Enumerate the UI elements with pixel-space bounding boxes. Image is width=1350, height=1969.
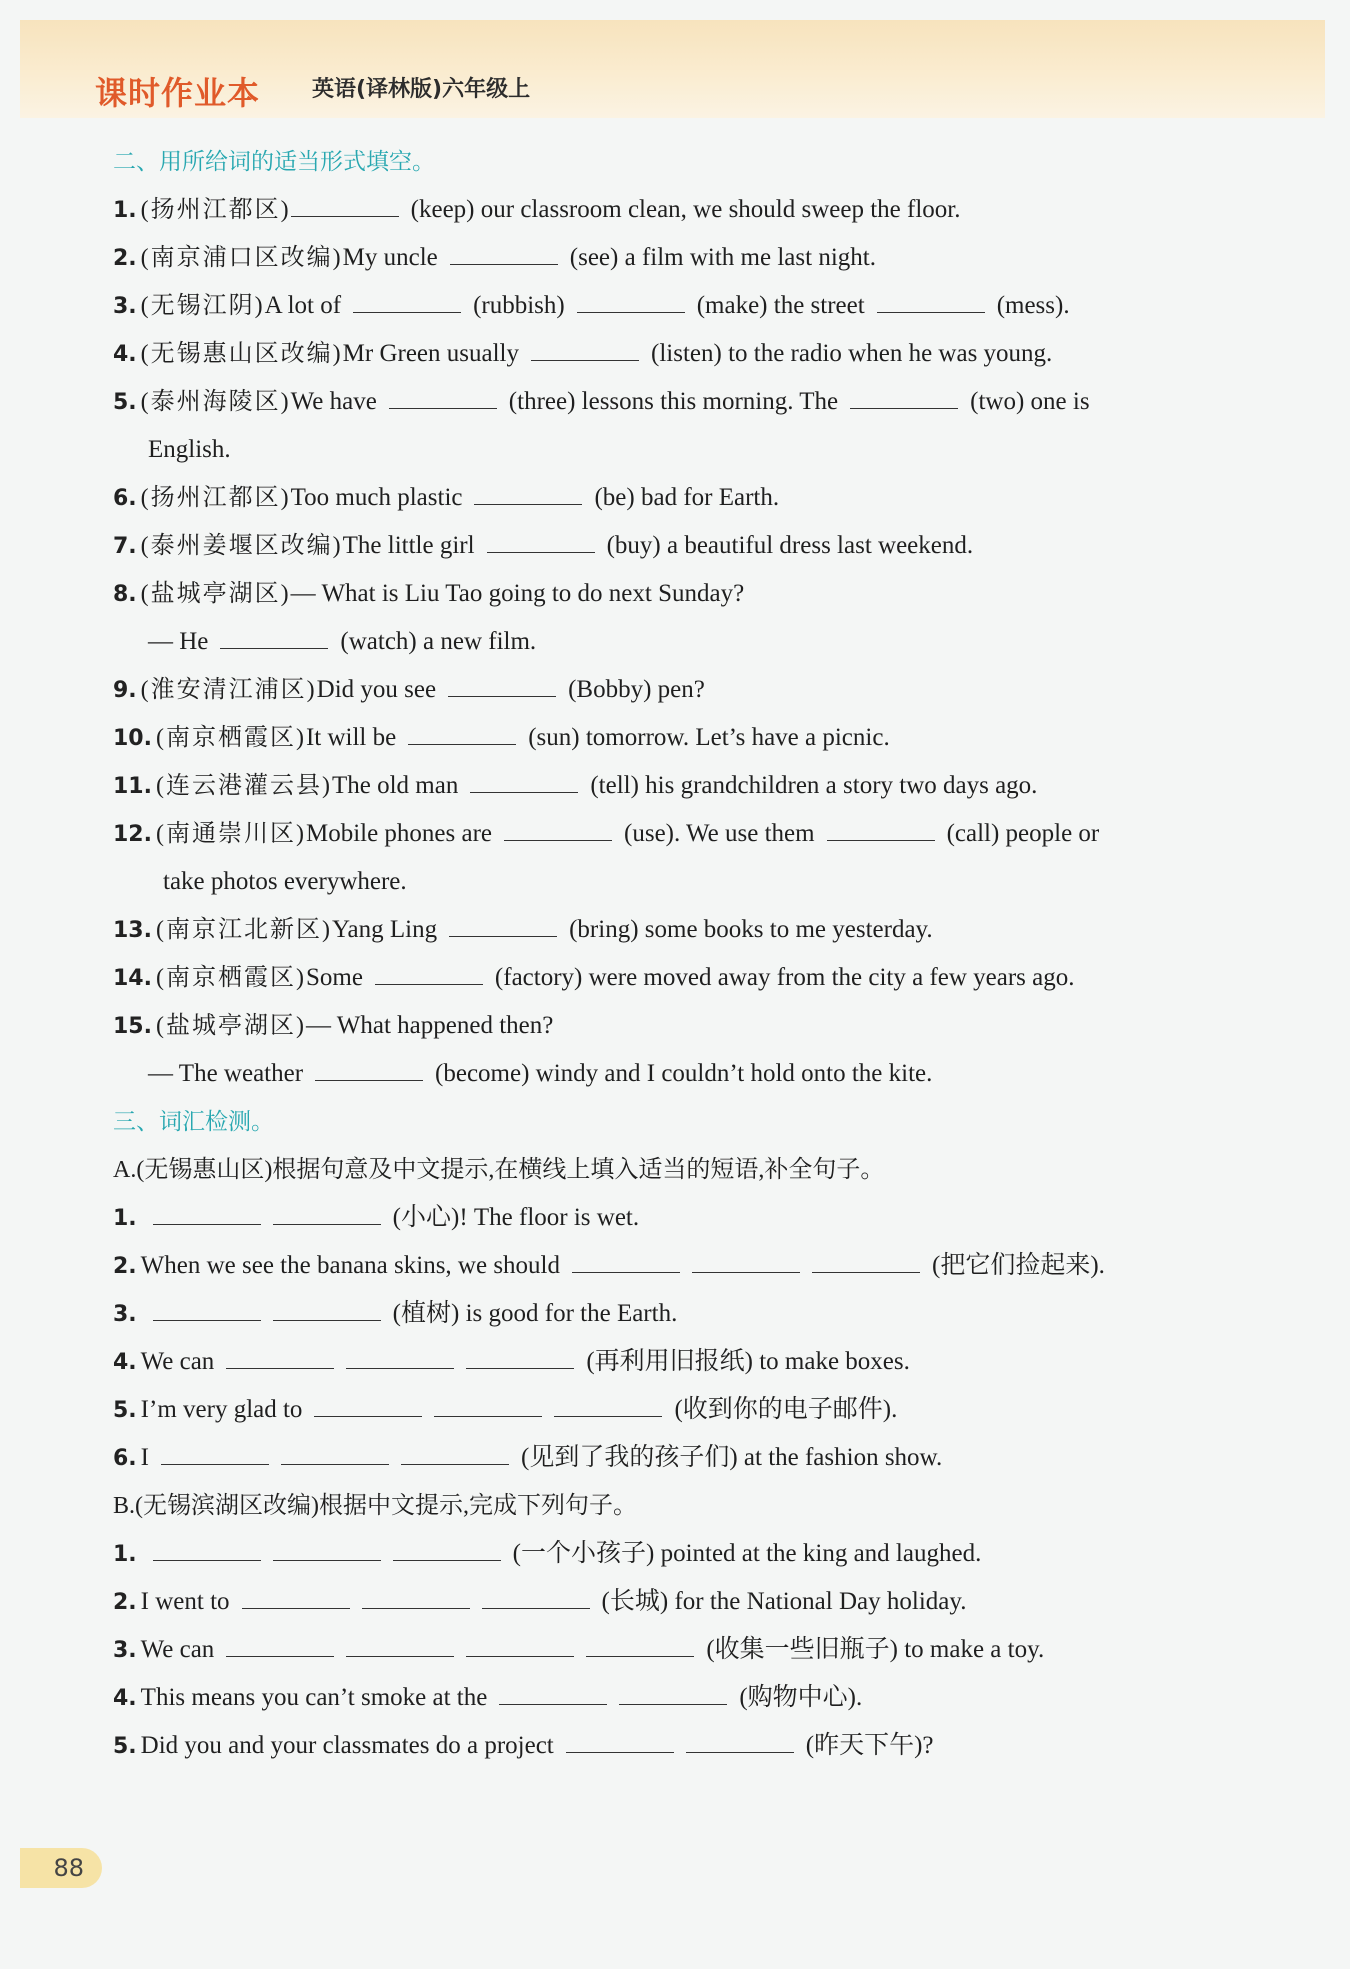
question-number: 14. (113, 966, 152, 991)
answer-blank[interactable] (315, 1060, 423, 1081)
question-number: 5. (113, 390, 137, 415)
question-text: Mr Green usually (342, 340, 519, 367)
question-text: English. (148, 436, 231, 463)
question-12-continued (113, 858, 1278, 906)
question-number: 3. (113, 1638, 137, 1663)
part-a-question-6 (113, 1434, 1278, 1482)
part-a-heading (113, 1146, 1278, 1194)
answer-blank[interactable] (389, 388, 497, 409)
question-text: (three) lessons this morning. The (508, 388, 839, 415)
question-8-continued (113, 618, 1278, 666)
header-subtitle: 英语(译林版)六年级上 (312, 77, 531, 102)
question-number: 15. (113, 1014, 152, 1039)
question-15 (113, 1002, 1278, 1050)
answer-blank[interactable] (273, 1540, 381, 1561)
answer-blank[interactable] (482, 1588, 590, 1609)
part-a-question-5 (113, 1386, 1278, 1434)
question-text: (长城) for the National Day holiday. (601, 1588, 967, 1615)
answer-blank[interactable] (281, 1444, 389, 1465)
question-9 (113, 666, 1278, 714)
part-b-question-4 (113, 1674, 1278, 1722)
question-text: (two) one is (970, 388, 1090, 415)
question-number: 9. (113, 678, 137, 703)
answer-blank[interactable] (434, 1396, 542, 1417)
part-a-question-1 (113, 1194, 1278, 1242)
question-1 (113, 186, 1278, 234)
question-source: (南京栖霞区) (155, 725, 306, 751)
question-number: 8. (113, 582, 137, 607)
question-text: When we see the banana skins, we should (140, 1252, 560, 1279)
answer-blank[interactable] (153, 1204, 261, 1225)
question-text: — What happened then? (305, 1012, 554, 1039)
question-13 (113, 906, 1278, 954)
question-source: (盐城亭湖区) (140, 581, 291, 607)
question-number: 6. (113, 1446, 137, 1471)
part-b-question-1 (113, 1530, 1278, 1578)
answer-blank[interactable] (291, 196, 399, 217)
answer-blank[interactable] (226, 1348, 334, 1369)
question-text: Mobile phones are (305, 820, 493, 847)
question-text: — He (148, 628, 209, 655)
answer-blank[interactable] (220, 628, 328, 649)
part-b-question-3 (113, 1626, 1278, 1674)
question-text: (sun) tomorrow. Let’s have a picnic. (528, 724, 890, 751)
question-number: 6. (113, 486, 137, 511)
question-text: Did you see (316, 676, 437, 703)
answer-blank[interactable] (353, 292, 461, 313)
question-source: (泰州海陵区) (140, 389, 291, 415)
question-text: I went to (140, 1588, 230, 1615)
question-text: (rubbish) (473, 292, 565, 319)
answer-blank[interactable] (153, 1300, 261, 1321)
answer-blank[interactable] (499, 1684, 607, 1705)
question-3 (113, 282, 1278, 330)
question-text: (mess). (996, 292, 1070, 319)
question-text: (收到你的电子邮件). (674, 1396, 898, 1423)
question-number: 1. (113, 198, 137, 223)
answer-blank[interactable] (850, 388, 958, 409)
answer-blank[interactable] (686, 1732, 794, 1753)
question-5-continued (113, 426, 1278, 474)
question-source: (盐城亭湖区) (155, 1013, 306, 1039)
answer-blank[interactable] (586, 1636, 694, 1657)
answer-blank[interactable] (401, 1444, 509, 1465)
answer-blank[interactable] (619, 1684, 727, 1705)
question-source: (南京浦口区改编) (140, 245, 343, 271)
question-number: 11. (113, 774, 152, 799)
section-3-title: 三、词汇检测。 (113, 1109, 274, 1135)
answer-blank[interactable] (692, 1252, 800, 1273)
part-b-heading (113, 1482, 1278, 1530)
question-text: (见到了我的孩子们) at the fashion show. (521, 1444, 943, 1471)
question-source: (泰州姜堰区改编) (140, 533, 343, 559)
answer-blank[interactable] (554, 1396, 662, 1417)
question-text: Some (305, 964, 363, 991)
answer-blank[interactable] (449, 916, 557, 937)
answer-blank[interactable] (161, 1444, 269, 1465)
answer-blank[interactable] (487, 532, 595, 553)
question-number: 2. (113, 1590, 137, 1615)
question-number: 7. (113, 534, 137, 559)
question-text: (use). We use them (624, 820, 815, 847)
question-10 (113, 714, 1278, 762)
section-2-title: 二、用所给词的适当形式填空。 (113, 149, 435, 175)
answer-blank[interactable] (577, 292, 685, 313)
answer-blank[interactable] (393, 1540, 501, 1561)
question-15-continued (113, 1050, 1278, 1098)
question-number: 5. (113, 1398, 137, 1423)
answer-blank[interactable] (812, 1252, 920, 1273)
question-text: The old man (331, 772, 459, 799)
part-a-question-4 (113, 1338, 1278, 1386)
question-text: We can (140, 1348, 215, 1375)
answer-blank[interactable] (314, 1396, 422, 1417)
question-text: (购物中心). (739, 1684, 863, 1711)
answer-blank[interactable] (153, 1540, 261, 1561)
question-text: (把它们捡起来). (932, 1252, 1105, 1279)
part-b-heading-text: B.(无锡滨湖区改编)根据中文提示,完成下列句子。 (113, 1493, 637, 1519)
question-source: (无锡江阴) (140, 293, 265, 319)
answer-blank[interactable] (346, 1348, 454, 1369)
answer-blank[interactable] (375, 964, 483, 985)
question-source: (连云港灌云县) (155, 773, 332, 799)
question-8 (113, 570, 1278, 618)
answer-blank[interactable] (226, 1636, 334, 1657)
answer-blank[interactable] (474, 484, 582, 505)
question-number: 3. (113, 1302, 137, 1327)
question-text: (Bobby) pen? (568, 676, 705, 703)
answer-blank[interactable] (466, 1636, 574, 1657)
question-number: 4. (113, 1686, 137, 1711)
question-text: We have (290, 388, 377, 415)
answer-blank[interactable] (466, 1348, 574, 1369)
question-source: (南京栖霞区) (155, 965, 306, 991)
question-source: (无锡惠山区改编) (140, 341, 343, 367)
question-text: (收集一些旧瓶子) to make a toy. (706, 1636, 1045, 1663)
answer-blank[interactable] (408, 724, 516, 745)
question-text: I’m very glad to (140, 1396, 303, 1423)
question-source: (南京江北新区) (155, 917, 332, 943)
question-text: — What is Liu Tao going to do next Sunday? (290, 580, 745, 607)
question-number: 13. (113, 918, 152, 943)
question-6 (113, 474, 1278, 522)
question-text: (watch) a new film. (340, 628, 537, 655)
question-number: 4. (113, 1350, 137, 1375)
question-number: 2. (113, 246, 137, 271)
answer-blank[interactable] (531, 340, 639, 361)
part-a-question-2 (113, 1242, 1278, 1290)
question-text: (一个小孩子) pointed at the king and laughed. (512, 1540, 982, 1567)
question-number: 1. (113, 1542, 137, 1567)
question-text: (再利用旧报纸) to make boxes. (586, 1348, 910, 1375)
question-4 (113, 330, 1278, 378)
question-text: take photos everywhere. (163, 868, 407, 895)
answer-blank[interactable] (346, 1636, 454, 1657)
question-text: A lot of (264, 292, 342, 319)
question-text: (tell) his grandchildren a story two days ago. (590, 772, 1038, 799)
answer-blank[interactable] (242, 1588, 350, 1609)
question-text: My uncle (342, 244, 438, 271)
answer-blank[interactable] (450, 244, 558, 265)
answer-blank[interactable] (362, 1588, 470, 1609)
question-2 (113, 234, 1278, 282)
question-text: (植树) is good for the Earth. (392, 1300, 678, 1327)
question-text: It will be (305, 724, 397, 751)
question-text: (factory) were moved away from the city a few years ago. (494, 964, 1075, 991)
question-text: (小心)! The floor is wet. (392, 1204, 640, 1231)
question-text: (see) a film with me last night. (569, 244, 876, 271)
question-text: Did you and your classmates do a project (140, 1732, 554, 1759)
question-number: 12. (113, 822, 152, 847)
question-text: (be) bad for Earth. (594, 484, 780, 511)
answer-blank[interactable] (470, 772, 578, 793)
part-b-question-5 (113, 1722, 1278, 1770)
answer-blank[interactable] (877, 292, 985, 313)
answer-blank[interactable] (273, 1204, 381, 1225)
question-number: 3. (113, 294, 137, 319)
question-text: — The weather (148, 1060, 304, 1087)
question-text: (make) the street (696, 292, 865, 319)
question-text: (become) windy and I couldn’t hold onto the kite. (435, 1060, 933, 1087)
question-11 (113, 762, 1278, 810)
question-source: (淮安清江浦区) (140, 677, 317, 703)
answer-blank[interactable] (448, 676, 556, 697)
question-number: 10. (113, 726, 152, 751)
answer-blank[interactable] (566, 1732, 674, 1753)
question-text: (昨天下午)? (805, 1732, 934, 1759)
question-source: (扬州江都区) (140, 485, 291, 511)
question-5 (113, 378, 1278, 426)
answer-blank[interactable] (827, 820, 935, 841)
part-a-question-3 (113, 1290, 1278, 1338)
question-12 (113, 810, 1278, 858)
answer-blank[interactable] (504, 820, 612, 841)
question-text: (call) people or (946, 820, 1100, 847)
part-b-question-2 (113, 1578, 1278, 1626)
part-a-heading-text: A.(无锡惠山区)根据句意及中文提示,在横线上填入适当的短语,补全句子。 (113, 1157, 885, 1183)
question-text: The little girl (342, 532, 475, 559)
question-text: This means you can’t smoke at the (140, 1684, 488, 1711)
header-brand: 课时作业本 (95, 74, 261, 112)
question-number: 2. (113, 1254, 137, 1279)
question-source: (扬州江都区) (140, 197, 291, 223)
exercise-content (113, 138, 1278, 1770)
question-7 (113, 522, 1278, 570)
question-number: 4. (113, 342, 137, 367)
answer-blank[interactable] (273, 1300, 381, 1321)
page-number: 88 (20, 1848, 102, 1888)
question-text: (keep) our classroom clean, we should sweep the floor. (410, 196, 961, 223)
question-text: We can (140, 1636, 215, 1663)
question-text: Too much plastic (290, 484, 463, 511)
question-number: 1. (113, 1206, 137, 1231)
answer-blank[interactable] (572, 1252, 680, 1273)
question-text: (bring) some books to me yesterday. (569, 916, 933, 943)
question-14 (113, 954, 1278, 1002)
question-text: I (140, 1444, 149, 1471)
question-number: 5. (113, 1734, 137, 1759)
question-text: (listen) to the radio when he was young. (651, 340, 1053, 367)
question-source: (南通崇川区) (155, 821, 306, 847)
question-text: Yang Ling (331, 916, 438, 943)
question-text: (buy) a beautiful dress last weekend. (606, 532, 974, 559)
